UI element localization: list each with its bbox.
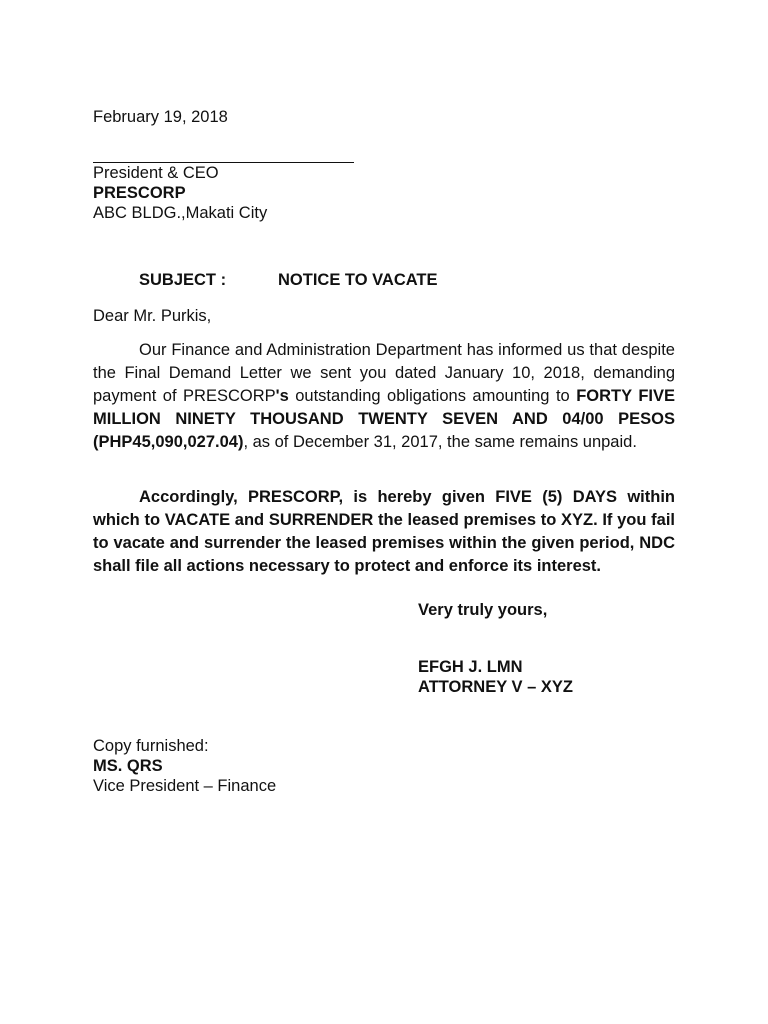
- signer-name: EFGH J. LMN: [418, 658, 523, 676]
- subject-line: [139, 269, 438, 292]
- subject-value: NOTICE TO VACATE: [278, 271, 438, 289]
- paragraph-1-possessive: 's: [275, 387, 289, 405]
- subject-label: SUBJECT :: [139, 271, 227, 289]
- recipient-company: PRESCORP: [93, 184, 186, 202]
- copy-furnished-label: Copy furnished:: [93, 737, 209, 755]
- signer-position: ATTORNEY V – XYZ: [418, 678, 573, 696]
- body-paragraph-2: Accordingly, PRESCORP, is hereby given FIVE (5) DAYS within which to VACATE and SURRENDER the leased premises to XYZ. If you fail to vacate and surrender the leased premises within the given period, NDC shall file all actions necessary to protect and enforce its interest.: [93, 488, 675, 575]
- recipient-address-block: [93, 163, 267, 223]
- recipient-address: ABC BLDG.,Makati City: [93, 204, 268, 222]
- paragraph-1-text-c: , as of December 31, 2017, the same remains unpaid.: [243, 433, 637, 451]
- recipient-title: President & CEO: [93, 164, 219, 182]
- body-paragraph-1: [93, 339, 675, 454]
- copy-furnished-block: [93, 736, 276, 796]
- complimentary-closing: Very truly yours,: [418, 601, 548, 619]
- paragraph-1-text-a: Our Finance and Administration Department has informed us that despite the Final Demand Letter we sent you dated January 10, 2018, demanding payment of PRESCORP: [93, 341, 675, 405]
- copy-furnished-name: MS. QRS: [93, 757, 163, 775]
- signature-block: [418, 657, 573, 697]
- salutation: Dear Mr. Purkis,: [93, 307, 212, 325]
- copy-furnished-position: Vice President – Finance: [93, 777, 277, 795]
- paragraph-1-text-b: outstanding obligations amounting to: [288, 387, 577, 405]
- letter-date: February 19, 2018: [93, 108, 228, 126]
- paragraph-1-amount: FORTY FIVE MILLION NINETY THOUSAND TWENTY SEVEN AND 04/00 PESOS (PHP45,090,027.04): [93, 387, 675, 451]
